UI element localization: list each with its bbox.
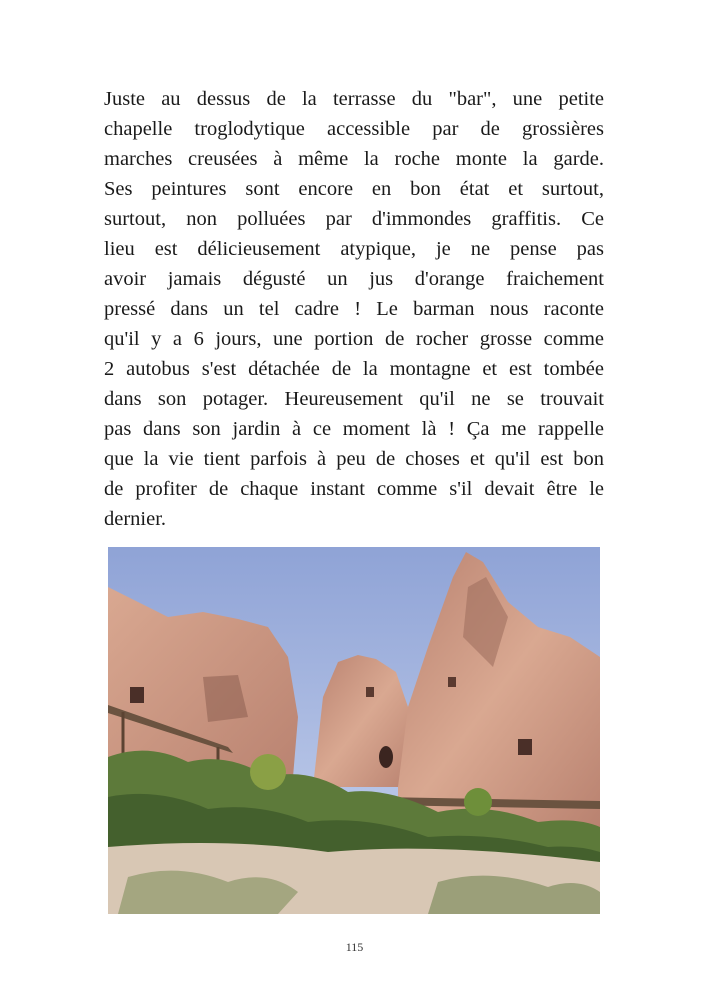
paragraph-line: surtout, non polluées par d'immondes graffitis. Ce [104, 208, 604, 230]
paragraph-line: que la vie tient parfois à peu de choses et qu'il est bon [104, 448, 604, 470]
paragraph-line: pas dans son jardin à ce moment là ! Ça me rappelle [104, 418, 604, 440]
cappadocia-rock-photo [108, 547, 600, 914]
paragraph-line: pressé dans un tel cadre ! Le barman nous raconte [104, 298, 604, 320]
paragraph-line: Juste au dessus de la terrasse du "bar", une petite [104, 88, 604, 110]
paragraph-line: Ses peintures sont encore en bon état et surtout, [104, 178, 604, 200]
paragraph-line: de profiter de chaque instant comme s'il devait être le [104, 478, 604, 500]
cave-window [130, 687, 144, 703]
chimney-doorway [379, 746, 393, 768]
paragraph-line: 2 autobus s'est détachée de la montagne et est tombée [104, 358, 604, 380]
paragraph-line: marches creusées à même la roche monte la garde. [104, 148, 604, 170]
page-number: 115 [345, 940, 364, 954]
paragraph-line: lieu est délicieusement atypique, je ne pense pas [104, 238, 604, 260]
paragraph-line: dans son potager. Heureusement qu'il ne se trouvait [104, 388, 604, 410]
paragraph-line: qu'il y a 6 jours, une portion de rocher grosse comme [104, 328, 604, 350]
tree-foliage [250, 754, 286, 790]
body-paragraph [104, 84, 604, 534]
cave-window [366, 687, 374, 697]
paragraph-line: dernier. [104, 508, 167, 530]
cave-window [448, 677, 456, 687]
paragraph-line: chapelle troglodytique accessible par de grossières [104, 118, 604, 140]
cave-window [518, 739, 532, 755]
tree-foliage [464, 788, 492, 816]
paragraph-line: avoir jamais dégusté un jus d'orange fraichement [104, 268, 604, 290]
